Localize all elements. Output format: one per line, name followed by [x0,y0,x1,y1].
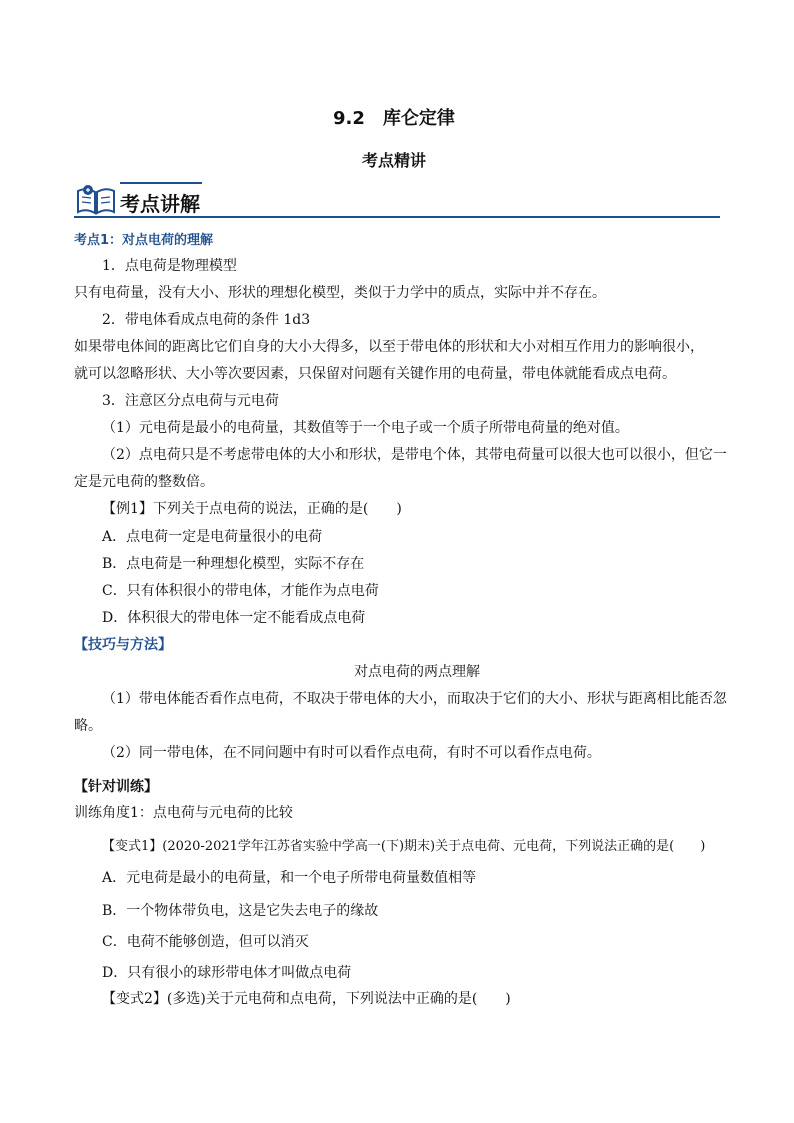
p1-heading: 1．点电荷是物理模型 [102,258,237,274]
method-center-heading: 对点电荷的两点理解 [354,664,480,680]
p3-item2-line1: （2）点电荷只是不考虑带电体的大小和形状，是带电个体，其带电荷量可以很大也可以很小，但它一 [102,447,727,463]
method-label: 【技巧与方法】 [74,637,172,653]
example1-question: 【例1】下列关于点电荷的说法，正确的是( ) [102,501,402,517]
method-item1-line2: 略。 [74,718,102,734]
variant2-question: 【变式2】(多选)关于元电荷和点电荷，下列说法中正确的是( ) [102,991,511,1007]
section-top-accent [120,182,202,184]
variant1-option-c: C．电荷不能够创造，但可以消灭 [102,934,309,950]
p3-item1: （1）元电荷是最小的电荷量，其数值等于一个电子或一个质子所带电荷量的绝对值。 [102,420,629,436]
variant1-question: 【变式1】(2020-2021学年江苏省实验中学高一(下)期末)关于点电荷、元电荷，下列说法正确的是( ) [102,839,706,854]
example1-option-a: A．点电荷一定是电荷量很小的电荷 [102,529,323,545]
variant1-option-a: A．元电荷是最小的电荷量，和一个电子所带电荷量数值相等 [102,870,477,886]
method-item1-line1: （1）带电体能否看作点电荷，不取决于带电体的大小，而取决于它们的大小、形状与距离相比能否忽 [102,691,727,707]
method-item2: （2）同一带电体，在不同问题中有时可以看作点电荷，有时不可以看作点电荷。 [102,745,601,761]
p2-heading: 2．带电体看成点电荷的条件 1d3 [102,312,311,328]
page-title: 9.2 库仑定律 [333,108,455,129]
training-angle: 训练角度1：点电荷与元电荷的比较 [74,805,293,821]
p2-line2: 就可以忽略形状、大小等次要因素，只保留对问题有关键作用的电荷量，带电体就能看成点电荷。 [74,366,676,382]
training-label: 【针对训练】 [74,779,158,795]
page-subtitle: 考点精讲 [362,151,427,170]
p1-text: 只有电荷量，没有大小、形状的理想化模型，类似于力学中的质点，实际中并不存在。 [74,285,606,301]
example1-option-c: C．只有体积很小的带电体，才能作为点电荷 [102,583,379,599]
section-divider [74,216,720,218]
p2-line1: 如果带电体间的距离比它们自身的大小大得多，以至于带电体的形状和大小对相互作用力的影响很小， [74,339,704,355]
p3-heading: 3．注意区分点电荷与元电荷 [102,393,279,409]
kp1-title: 考点1：对点电荷的理解 [74,233,214,248]
variant1-option-b: B．一个物体带负电，这是它失去电子的缘故 [102,903,379,919]
example1-option-b: B．点电荷是一种理想化模型，实际不存在 [102,556,365,572]
section-label: 考点讲解 [120,192,200,216]
open-book-icon [74,183,118,217]
example1-option-d: D．体积很大的带电体一定不能看成点电荷 [102,610,366,626]
p3-item2-line2: 定是元电荷的整数倍。 [74,474,214,490]
variant1-option-d: D．只有很小的球形带电体才叫做点电荷 [102,965,352,981]
